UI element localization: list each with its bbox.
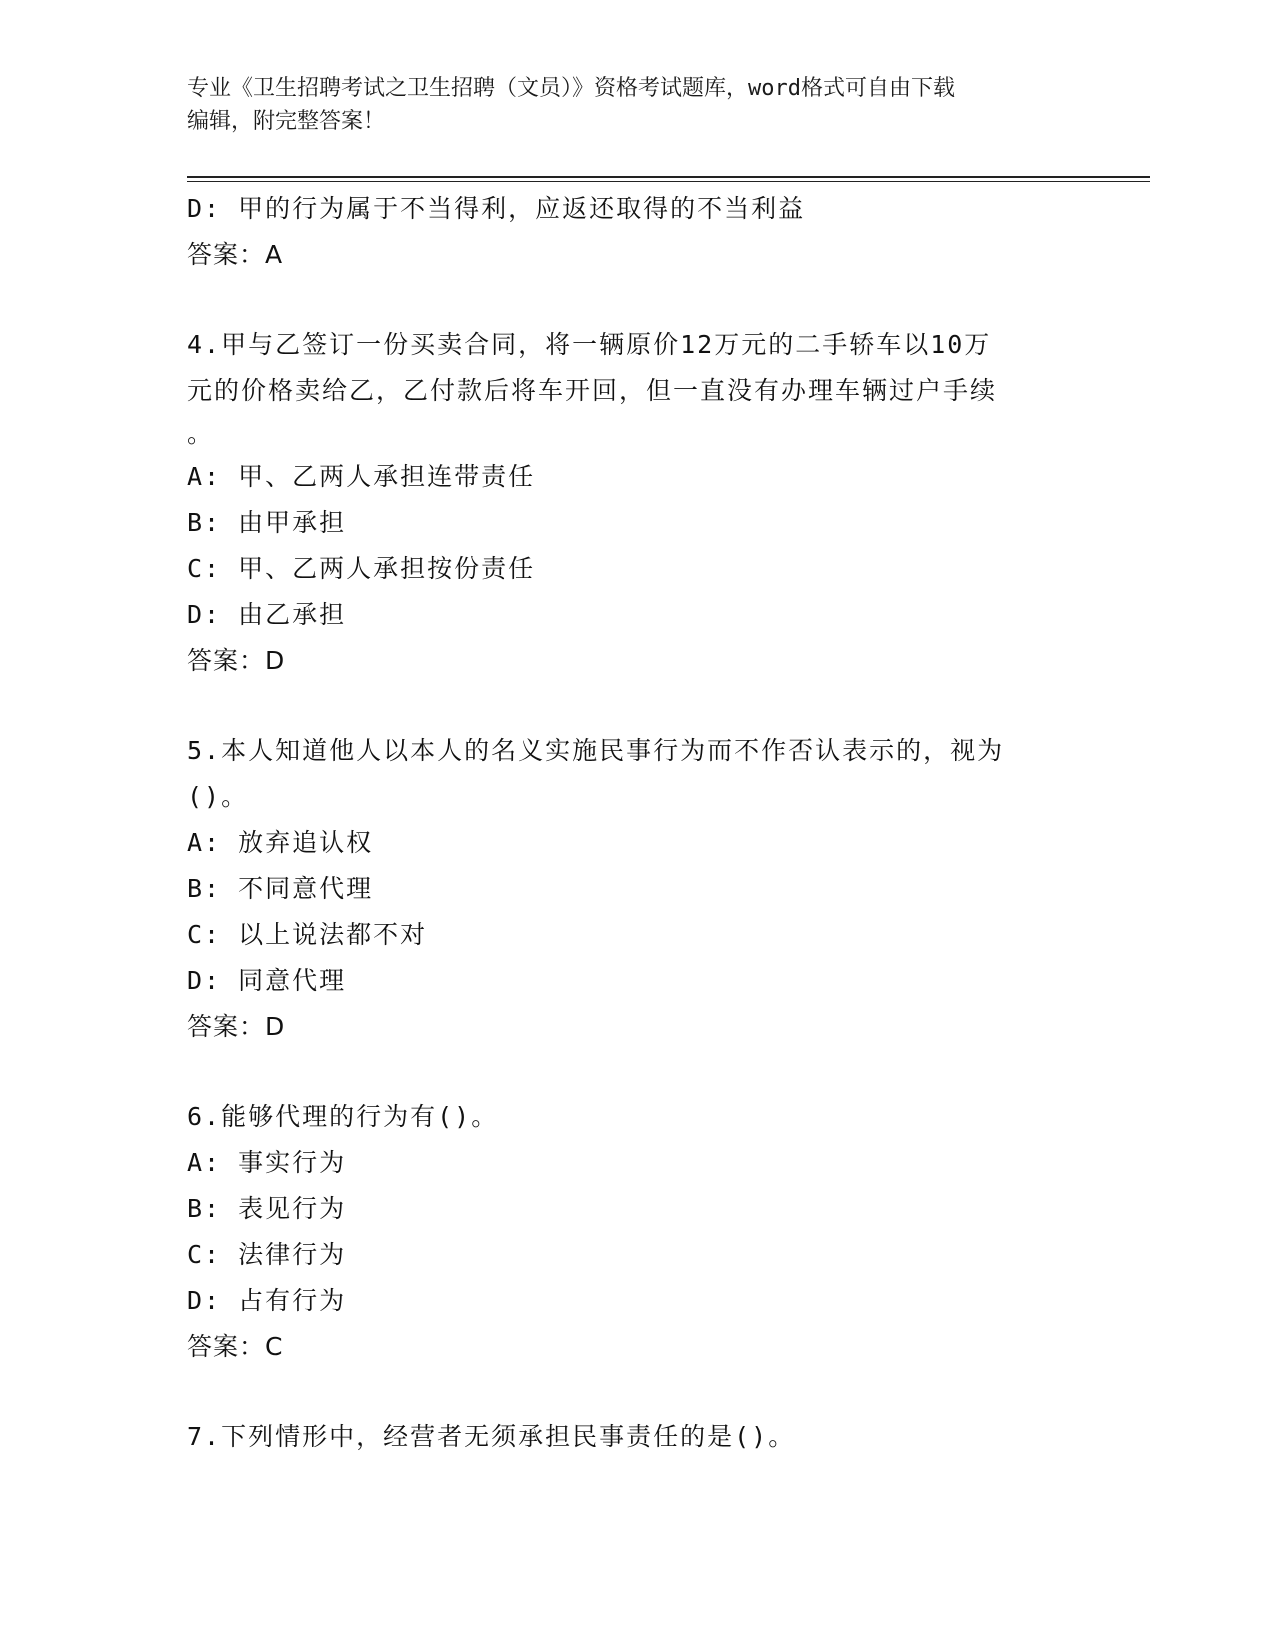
q5-stem-line-1: 5.本人知道他人以本人的名义实施民事行为而不作否认表示的，视为 — [187, 736, 1005, 765]
question-list — [187, 186, 1057, 1460]
q6-option-a: A: 事实行为 — [187, 1148, 347, 1177]
q5-stem-line-2: ()。 — [187, 782, 249, 811]
question-6 — [187, 1094, 1057, 1370]
q5-option-b: B: 不同意代理 — [187, 874, 374, 903]
header-divider — [187, 176, 1150, 182]
q5-option-d: D: 同意代理 — [187, 966, 347, 995]
q5-option-a: A: 放弃追认权 — [187, 828, 374, 857]
q4-stem-line-1: 4.甲与乙签订一份买卖合同，将一辆原价12万元的二手轿车以10万 — [187, 330, 992, 359]
question-5 — [187, 728, 1057, 1050]
q3-option-d: D: 甲的行为属于不当得利，应返还取得的不当利益 — [187, 194, 806, 223]
q4-stem-line-3: 。 — [187, 419, 215, 448]
header-line-1: 专业《卫生招聘考试之卫生招聘（文员）》资格考试题库，word格式可自由下载 — [187, 76, 955, 101]
q4-option-c: C: 甲、乙两人承担按份责任 — [187, 554, 536, 583]
q6-option-b: B: 表见行为 — [187, 1194, 347, 1223]
q4-option-d: D: 由乙承担 — [187, 600, 347, 629]
q4-answer: 答案：D — [187, 646, 286, 675]
q6-answer: 答案：C — [187, 1332, 284, 1361]
q4-option-a: A: 甲、乙两人承担连带责任 — [187, 462, 536, 491]
header-line-2: 编辑，附完整答案！ — [187, 109, 386, 134]
q6-stem-line-1: 6.能够代理的行为有()。 — [187, 1102, 499, 1131]
q5-option-c: C: 以上说法都不对 — [187, 920, 428, 949]
q4-stem-line-2: 元的价格卖给乙，乙付款后将车开回，但一直没有办理车辆过户手续 — [187, 376, 998, 405]
q6-option-c: C: 法律行为 — [187, 1240, 347, 1269]
q5-answer: 答案：D — [187, 1012, 286, 1041]
q7-stem-line-1: 7.下列情形中，经营者无须承担民事责任的是()。 — [187, 1422, 796, 1451]
page-header — [187, 72, 1087, 138]
q3-answer: 答案：A — [187, 240, 284, 269]
q6-option-d: D: 占有行为 — [187, 1286, 347, 1315]
question-4 — [187, 322, 1057, 684]
q4-option-b: B: 由甲承担 — [187, 508, 347, 537]
question-7 — [187, 1414, 1057, 1460]
